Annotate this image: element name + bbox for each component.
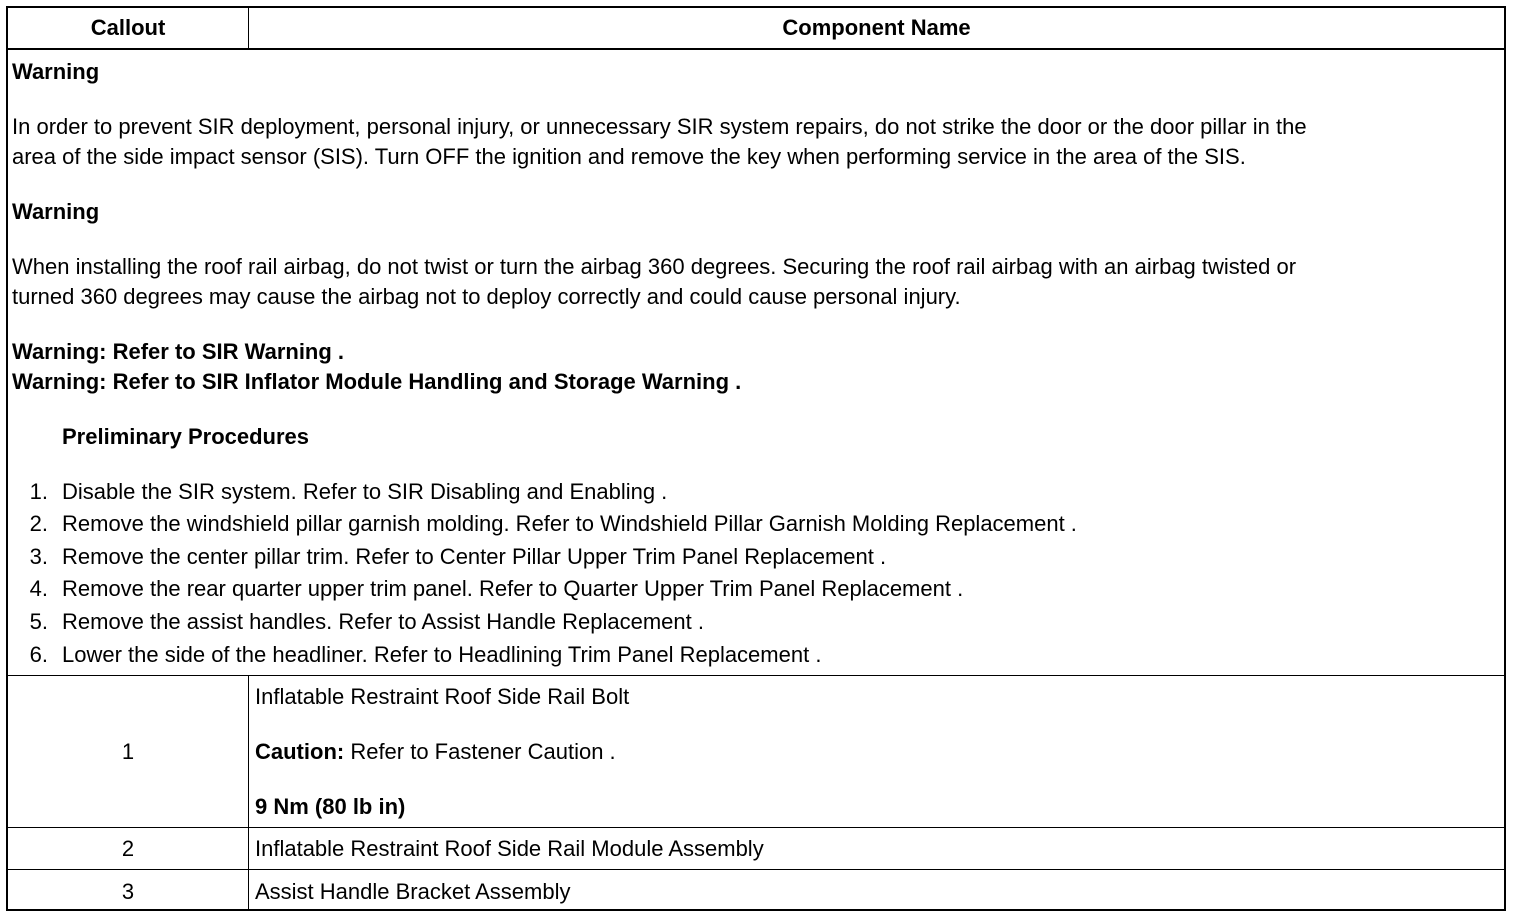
step-number: 1. [29, 479, 48, 504]
row-divider [8, 827, 1504, 828]
step-text: Remove the windshield pillar garnish molding. Refer to Windshield Pillar Garnish Molding Replacement . [62, 511, 1077, 536]
step-text: Remove the assist handles. Refer to Assist Handle Replacement . [62, 609, 704, 634]
sir-warning-reference: Warning: Refer to SIR Warning . [12, 339, 345, 364]
warning-title: Warning [12, 59, 100, 84]
preliminary-procedures-title: Preliminary Procedures [62, 424, 310, 449]
component-name: Inflatable Restraint Roof Side Rail Module Assembly [255, 836, 764, 861]
step-text: Remove the rear quarter upper trim panel. Refer to Quarter Upper Trim Panel Replacement . [62, 576, 964, 601]
callout-number: 1 [121, 739, 135, 764]
step-number: 6. [29, 642, 48, 667]
component-table [6, 6, 1506, 911]
header-divider [8, 48, 1504, 50]
step-number: 3. [29, 544, 48, 569]
step-text: Disable the SIR system. Refer to SIR Disabling and Enabling . [62, 479, 668, 504]
inflator-warning-reference: Warning: Refer to SIR Inflator Module Handling and Storage Warning . [12, 369, 742, 394]
step-number: 5. [29, 609, 48, 634]
caution-text: Refer to Fastener Caution . [344, 739, 616, 764]
callout-number: 2 [121, 836, 135, 861]
row-divider [8, 869, 1504, 870]
warning-text-line: area of the side impact sensor (SIS). Turn OFF the ignition and remove the key when performing service in the area of the SIS. [12, 144, 1246, 169]
warning-text-line: When installing the roof rail airbag, do not twist or turn the airbag 360 degrees. Securing the roof rail airbag with an airbag twisted or [12, 254, 1297, 279]
step-text: Lower the side of the headliner. Refer to Headlining Trim Panel Replacement . [62, 642, 822, 667]
body-column-divider [248, 675, 249, 909]
step-text: Remove the center pillar trim. Refer to Center Pillar Upper Trim Panel Replacement . [62, 544, 887, 569]
component-name: Assist Handle Bracket Assembly [255, 879, 571, 904]
warning-title: Warning [12, 199, 100, 224]
row-divider [8, 675, 1504, 676]
torque-spec: 9 Nm (80 lb in) [255, 794, 406, 819]
caution-note [255, 737, 616, 767]
caution-label: Caution: [255, 739, 345, 764]
step-number: 2. [29, 511, 48, 536]
header-component-name: Component Name [782, 15, 971, 40]
callout-number: 3 [121, 879, 135, 904]
warning-text-line: turned 360 degrees may cause the airbag not to deploy correctly and could cause personal injury. [12, 284, 961, 309]
step-number: 4. [29, 576, 48, 601]
warning-text-line: In order to prevent SIR deployment, personal injury, or unnecessary SIR system repairs, do not strike the door or the door pillar in the [12, 114, 1307, 139]
header-callout: Callout [90, 15, 166, 40]
component-name: Inflatable Restraint Roof Side Rail Bolt [255, 684, 630, 709]
